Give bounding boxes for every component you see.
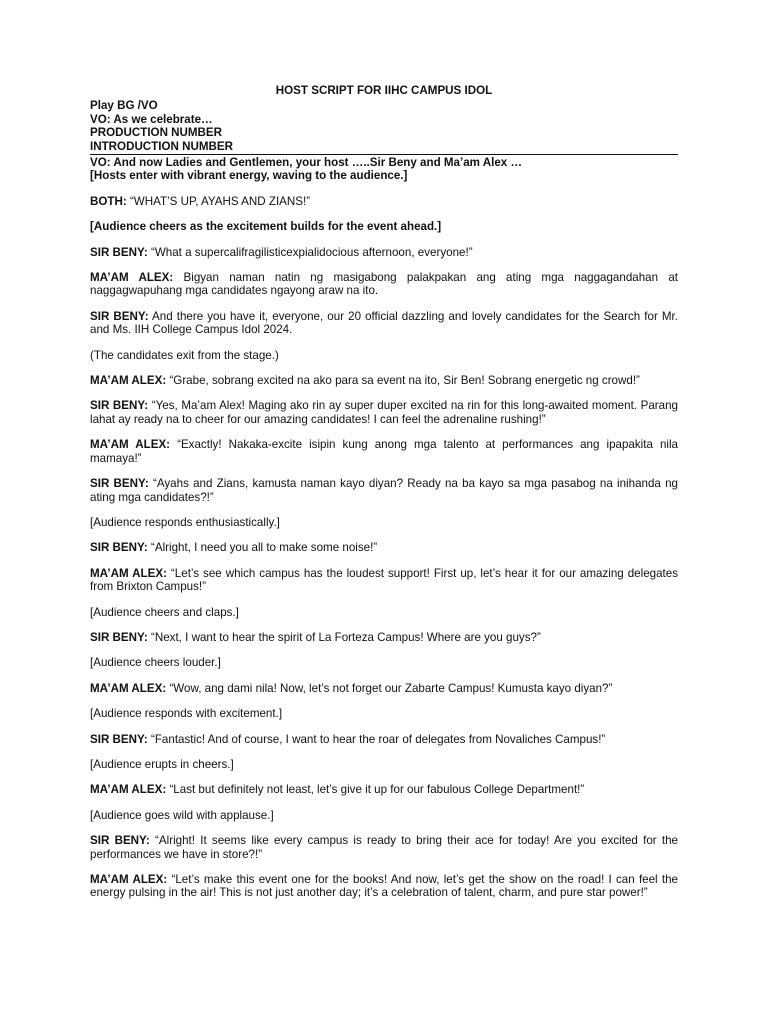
paragraph-text: [Audience cheers as the excitement builds for the event ahead.] bbox=[90, 220, 442, 234]
paragraph-text: And there you have it, everyone, our 20 official dazzling and lovely candidates for the Search for Mr. and Ms. IIH College Campus Idol 2024. bbox=[90, 309, 678, 337]
header-line: VO: As we celebrate… bbox=[90, 112, 213, 126]
paragraph-text: “Alright! It seems like every campus is ready to bring their ace for today! Are you excited for the performances we have in store?!” bbox=[90, 834, 679, 861]
speaker-label: MA’AM ALEX: bbox=[90, 438, 171, 452]
speaker-label: MA’AM ALEX: bbox=[90, 873, 168, 887]
paragraph-text: “Exactly! Nakaka-excite isipin kung anong mga talento at performances ang ipapakita nila mamaya!” bbox=[90, 438, 679, 465]
stage-direction: [Hosts enter with vibrant energy, waving to the audience.] bbox=[90, 169, 408, 183]
speaker-label: MA’AM ALEX: bbox=[90, 374, 167, 388]
paragraph-text: [Audience cheers and claps.] bbox=[90, 605, 239, 619]
dialogue-paragraph bbox=[90, 399, 678, 426]
speaker-label: MA’AM ALEX: bbox=[90, 681, 167, 695]
voiceover-line: VO: And now Ladies and Gentlemen, your host …..Sir Beny and Ma’am Alex … bbox=[90, 156, 523, 170]
paragraph-text: [Audience responds enthusiastically.] bbox=[90, 515, 280, 529]
paragraph-text: “Alright, I need you all to make some noise!” bbox=[147, 541, 378, 555]
paragraph-text: [Audience cheers louder.] bbox=[90, 656, 221, 670]
paragraph-text: Bigyan naman natin ng masigabong palakpakan ang ating mga naggagandahan at naggagwapuhang mga candidates ngayong araw na ito. bbox=[90, 271, 678, 298]
speaker-label: MA’AM ALEX: bbox=[90, 783, 167, 797]
speaker-label: SIR BENY: bbox=[90, 732, 148, 746]
speaker-label: SIR BENY: bbox=[90, 477, 149, 491]
header-block bbox=[90, 99, 678, 153]
speaker-label: MA’AM ALEX: bbox=[90, 566, 167, 580]
dialogue-paragraph bbox=[90, 873, 678, 900]
speaker-label: SIR BENY: bbox=[90, 541, 148, 555]
speaker-label: SIR BENY: bbox=[90, 834, 150, 848]
stage-direction-paragraph bbox=[90, 220, 678, 233]
dialogue-paragraph bbox=[90, 438, 678, 465]
stage-direction-paragraph bbox=[90, 809, 678, 822]
header-line: INTRODUCTION NUMBER bbox=[90, 139, 233, 153]
paragraph-text: “Ayahs and Zians, kamusta naman kayo diyan? Ready na ba kayo sa mga pasabog na inihanda ng ating mga candidates?!” bbox=[90, 477, 678, 504]
header-line: PRODUCTION NUMBER bbox=[90, 126, 223, 140]
dialogue-paragraph bbox=[90, 733, 678, 746]
speaker-label: BOTH: bbox=[90, 194, 127, 208]
paragraph-text: [Audience erupts in cheers.] bbox=[90, 757, 234, 771]
dialogue-paragraph bbox=[90, 631, 678, 644]
paragraph-text: “Let’s make this event one for the books! And now, let’s get the show on the road! I can feel the energy pulsing in the air! This is not just another day; it’s a celebration of talent, charm, and pure star power!” bbox=[90, 873, 678, 900]
dialogue-paragraph bbox=[90, 541, 678, 554]
paragraph-text: “Last but definitely not least, let’s give it up for our fabulous College Department!” bbox=[166, 783, 585, 797]
paragraph-text: “Fantastic! And of course, I want to hear the roar of delegates from Novaliches Campus!” bbox=[147, 732, 606, 746]
paragraph-text: “Wow, ang dami nila! Now, let’s not forget our Zabarte Campus! Kumusta kayo diyan?” bbox=[166, 681, 613, 695]
stage-direction-paragraph bbox=[90, 349, 678, 362]
stage-direction-paragraph bbox=[90, 656, 678, 669]
dialogue-paragraph bbox=[90, 567, 678, 594]
paragraph-text: “Let’s see which campus has the loudest support! First up, let’s hear it for our amazing delegates from Brixton Campus!” bbox=[90, 566, 678, 594]
header-divider bbox=[90, 154, 678, 155]
dialogue-paragraph bbox=[90, 374, 678, 387]
stage-direction-paragraph bbox=[90, 606, 678, 619]
dialogue-paragraph bbox=[90, 834, 678, 861]
stage-direction-paragraph bbox=[90, 516, 678, 529]
paragraph-text: “What a supercalifragilisticexpialidocious afternoon, everyone!” bbox=[147, 245, 473, 259]
document-title: HOST SCRIPT FOR IIHC CAMPUS IDOL bbox=[275, 84, 493, 97]
speaker-label: MA’AM ALEX: bbox=[90, 271, 174, 285]
paragraph-text: “Grabe, sobrang excited na ako para sa event na ito, Sir Ben! Sobrang energetic ng crowd!” bbox=[166, 374, 640, 388]
paragraph-text: “Yes, Ma’am Alex! Maging ako rin ay super duper excited na rin for this long-awaited moment. Parang lahat ay ready na to cheer for our amazing candidates! I can feel the adrenaline rushing!” bbox=[90, 399, 678, 426]
speaker-label: SIR BENY: bbox=[90, 399, 149, 413]
header-line: Play BG /VO bbox=[90, 99, 158, 113]
speaker-label: SIR BENY: bbox=[90, 630, 148, 644]
intro-block bbox=[90, 156, 678, 183]
dialogue-paragraph bbox=[90, 783, 678, 796]
dialogue-paragraph bbox=[90, 477, 678, 504]
paragraph-text: [Audience responds with excitement.] bbox=[90, 707, 283, 721]
script-body bbox=[90, 195, 678, 900]
speaker-label: SIR BENY: bbox=[90, 245, 148, 259]
dialogue-paragraph bbox=[90, 310, 678, 337]
paragraph-text: [Audience goes wild with applause.] bbox=[90, 808, 274, 822]
dialogue-paragraph bbox=[90, 271, 678, 298]
stage-direction-paragraph bbox=[90, 707, 678, 720]
dialogue-paragraph bbox=[90, 246, 678, 259]
paragraph-text: “WHAT’S UP, AYAHS AND ZIANS!” bbox=[126, 194, 311, 208]
script-page bbox=[90, 84, 678, 912]
dialogue-paragraph bbox=[90, 195, 678, 208]
paragraph-text: “Next, I want to hear the spirit of La Forteza Campus! Where are you guys?” bbox=[147, 630, 541, 644]
dialogue-paragraph bbox=[90, 682, 678, 695]
stage-direction-paragraph bbox=[90, 758, 678, 771]
speaker-label: SIR BENY: bbox=[90, 309, 149, 323]
paragraph-text: (The candidates exit from the stage.) bbox=[90, 348, 279, 362]
